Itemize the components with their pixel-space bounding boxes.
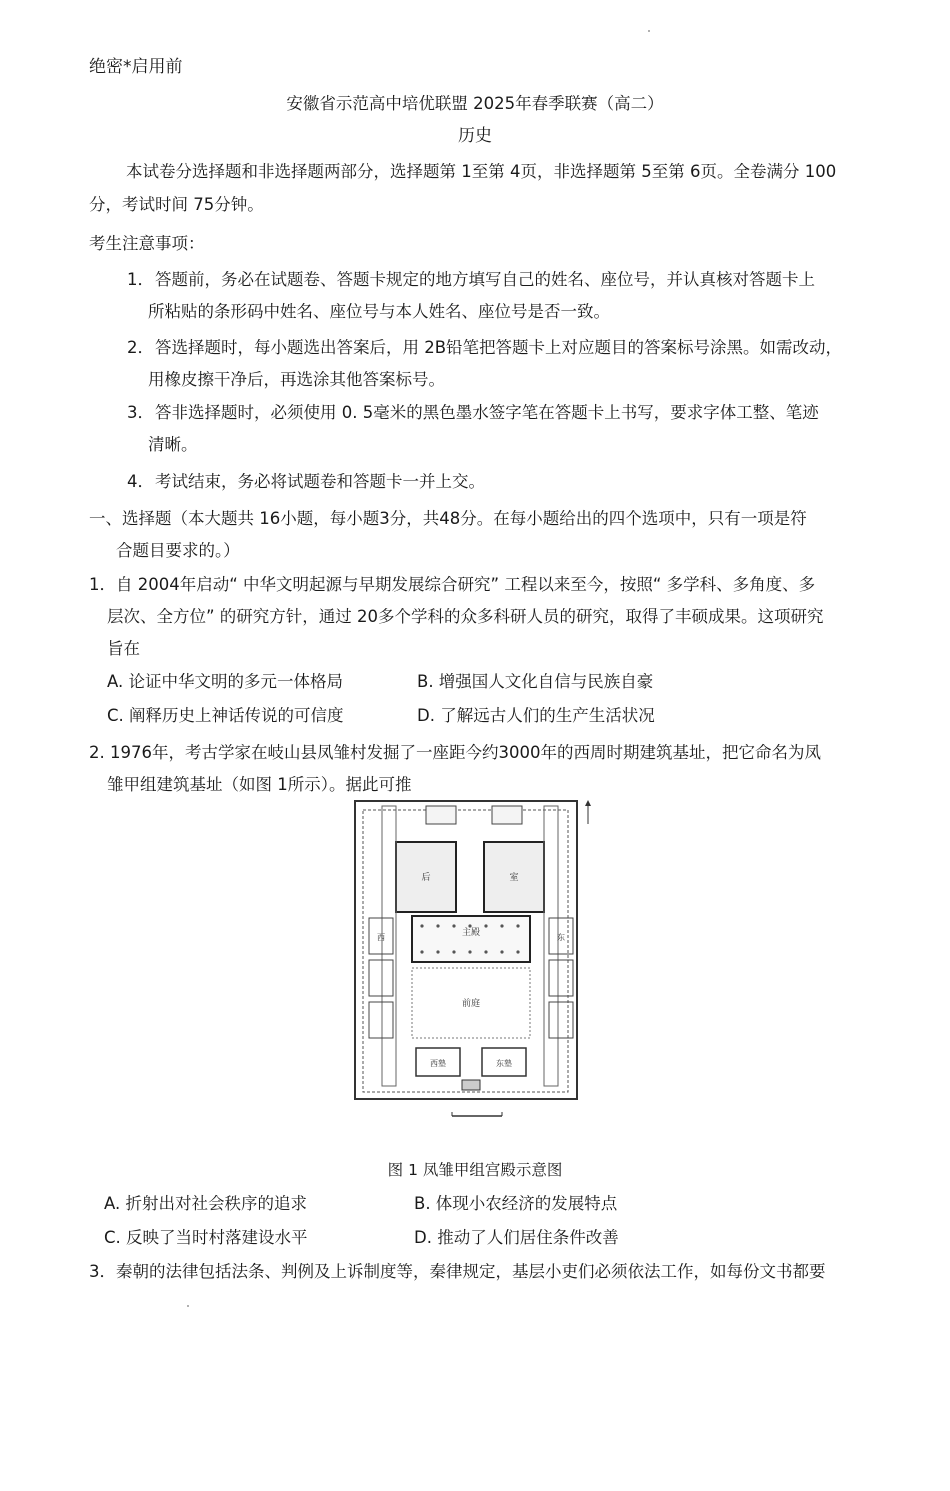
subject-title: 历史 [458,126,492,146]
notice-item-2-number: 2． [127,338,154,357]
label-back-left: 后 [421,873,431,883]
question-3-line-1: 3．秦朝的法律包括法条、判例及上诉制度等，秦律规定，基层小吏们必须依法工作，如每份文书都要 [89,1262,826,1281]
scan-speck [187,1305,189,1307]
question-1-line-1: 1．自 2004年启动“ 中华文明起源与早期发展综合研究” 工程以来至今，按照“ 多学科、多角度、多 [89,575,816,594]
label-west: 西 [377,933,385,942]
main-hall [412,916,530,962]
question-2-option-b: B. 体现小农经济的发展特点 [414,1194,618,1213]
notice-item-3-number: 3． [127,403,154,422]
east-corridor [544,806,558,1086]
notice-item-1-number: 1． [127,270,154,289]
label-back-right: 室 [509,873,519,883]
confidential-label: 绝密*启用前 [89,57,183,77]
notice-item-4-line-1: 考试结束，务必将试题卷和答题卡一并上交。 [155,472,485,491]
notice-item-3-line-1: 答非选择题时，必须使用 0. 5毫米的黑色墨水签字笔在答题卡上书写，要求字体工整、笔迹 [155,403,819,422]
figure-caption: 图 1 凤雏甲组宫殿示意图 [387,1161,563,1179]
notice-item-4-number: 4． [127,472,154,491]
exam-title: 安徽省示范高中培优联盟 2025年春季联赛（高二） [286,94,664,113]
label-screen-right: 东塾 [496,1059,512,1068]
notice-item-2-line-1: 答选择题时，每小题选出答案后，用 2B铅笔把答题卡上对应题目的答案标号涂黑。如需改动， [155,338,843,357]
question-1-line-2: 层次、全方位” 的研究方针，通过 20多个学科的众多科研人员的研究，取得了丰硕成果。这项研究 [107,607,824,626]
gate-screen [462,1080,480,1090]
notice-item-3-line-2: 清晰。 [148,435,198,454]
question-1-option-b: B. 增强国人文化自信与民族自豪 [417,672,654,691]
question-1-option-c: C. 阐释历史上神话传说的可信度 [107,706,344,725]
section-heading-line-2: 合题目要求的。） [116,541,240,560]
intro-line-1: 本试卷分选择题和非选择题两部分，选择题第 1至第 4页，非选择题第 5至第 6页。全卷满分 100 [126,162,837,181]
label-east: 东 [557,933,565,942]
scan-speck [648,30,650,32]
notice-item-1-line-1: 答题前，务必在试题卷、答题卡规定的地方填写自己的姓名、座位号，并认真核对答题卡上 [155,270,815,289]
palace-plan-figure [352,798,597,1128]
north-arrow-head [585,800,591,806]
section-heading-line-1: 一、选择题（本大题共 16小题，每小题3分，共48分。在每小题给出的四个选项中，只有一项是符 [89,509,807,528]
notice-item-2-line-2: 用橡皮擦干净后，再选涂其他答案标号。 [148,370,445,389]
north-room-right [492,806,522,824]
notice-heading: 考生注意事项： [89,234,205,253]
question-2-line-2: 雏甲组建筑基址（如图 1所示）。据此可推 [107,775,412,794]
west-corridor [382,806,396,1086]
intro-line-2: 分，考试时间 75分钟。 [89,195,264,214]
question-2-option-c: C. 反映了当时村落建设水平 [104,1228,308,1247]
label-courtyard: 前庭 [461,999,481,1009]
question-2-option-d: D. 推动了人们居住条件改善 [414,1228,619,1247]
question-2-option-a: A. 折射出对社会秩序的追求 [104,1194,307,1213]
question-1-option-d: D. 了解远古人们的生产生活状况 [417,706,655,725]
label-main-hall: 主殿 [461,928,481,938]
question-1-option-a: A. 论证中华文明的多元一体格局 [107,672,343,691]
question-1-line-3: 旨在 [107,639,140,658]
north-room-left [426,806,456,824]
label-screen-left: 西塾 [430,1059,446,1068]
notice-item-1-line-2: 所粘贴的条形码中姓名、座位号与本人姓名、座位号是否一致。 [148,302,610,321]
question-2-line-1: 2. 1976年，考古学家在岐山县凤雏村发掘了一座距今约3000年的西周时期建筑基址，把它命名为凤 [89,743,821,762]
